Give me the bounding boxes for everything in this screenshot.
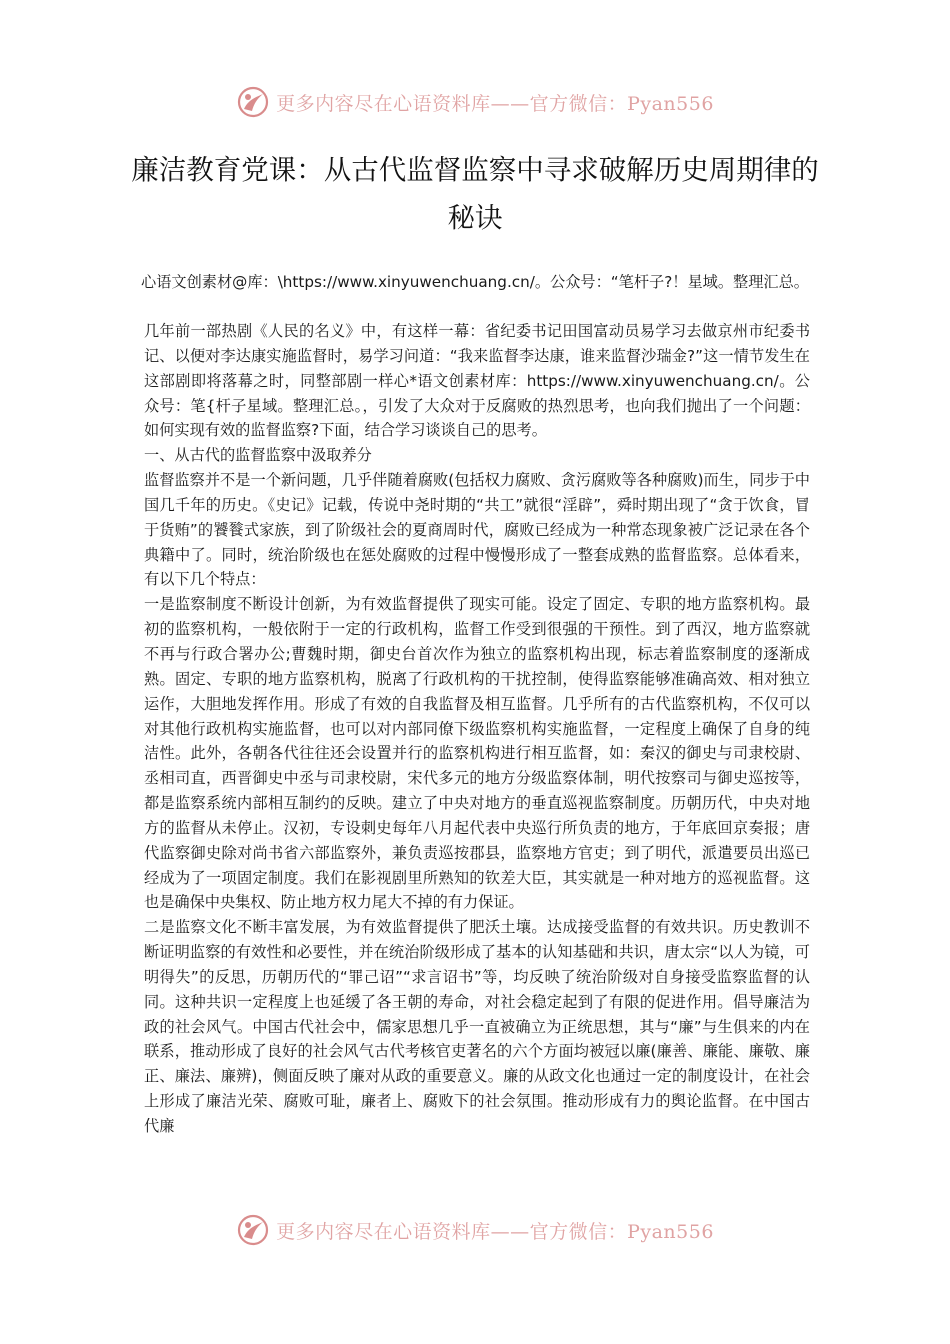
flame-circle-icon bbox=[236, 1213, 270, 1247]
section-heading: 一、从古代的监督监察中汲取养分 bbox=[144, 446, 372, 465]
banner-text: 更多内容尽在心语资料库——官方微信：Pyan556 bbox=[276, 1220, 714, 1243]
document-body bbox=[144, 319, 810, 1139]
body-paragraph: 监督监察并不是一个新问题，几乎伴随着腐败(包括权力腐败、贪污腐败等各种腐败)而生，同步于中国几千年的历史。《史记》记载，传说中尧时期的“共工”就很“淫辟”，舜时期出现了“贪于饮食，冒于货贿”的饕餮式家族，到了阶级社会的夏商周时代，腐败已经成为一种常态现象被广泛记录在各个典籍中了。同时，统治阶级也在惩处腐败的过程中慢慢形成了一整套成熟的监督监察。总体看来，有以下几个特点： bbox=[144, 471, 810, 589]
flame-circle-icon bbox=[236, 85, 270, 119]
body-paragraph: 一是监察制度不断设计创新，为有效监督提供了现实可能。设定了固定、专职的地方监察机构。最初的监察机构，一般依附于一定的行政机构，监督工作受到很强的干预性。到了西汉，地方监察就不再与行政合署办公;曹魏时期，御史台首次作为独立的监察机构出现，标志着监察制度的逐渐成熟。固定、专职的地方监察机构，脱离了行政机构的干扰控制，使得监察能够准确高效、相对独立运作，大胆地发挥作用。形成了有效的自我监督及相互监督。几乎所有的古代监察机构，不仅可以对其他行政机构实施监督，也可以对内部同僚下级监察机构实施监督，一定程度上确保了自身的纯洁性。此外，各朝各代往往还会设置并行的监察机构进行相互监督，如：秦汉的御史与司隶校尉、丞相司直，西晋御史中丞与司隶校尉，宋代多元的地方分级监察体制，明代按察司与御史巡按等，都是监察系统内部相互制约的反映。建立了中央对地方的垂直巡视监察制度。历朝历代，中央对地方的监督从未停止。汉初，专设刺史每年八月起代表中央巡行所负责的地方，于年底回京奏报；唐代监察御史除对尚书省六部监察外，兼负责巡按郡县，监察地方官吏；到了明代，派遣要员出巡已经成为了一项固定制度。我们在影视剧里所熟知的钦差大臣，其实就是一种对地方的巡视监督。这也是确保中央集权、防止地方权力尾大不掉的有力保证。 bbox=[144, 595, 810, 912]
footer-banner bbox=[0, 1210, 950, 1250]
body-paragraph: 二是监察文化不断丰富发展，为有效监督提供了肥沃土壤。达成接受监督的有效共识。历史教训不断证明监察的有效性和必要性，并在统治阶级形成了基本的认知基础和共识，唐太宗“以人为镜，可明得失”的反思，历朝历代的“罪己诏”“求言诏书”等，均反映了统治阶级对自身接受监察监督的认同。这种共识一定程度上也延缓了各王朝的寿命，对社会稳定起到了有限的促进作用。倡导廉洁为政的社会风气。中国古代社会中，儒家思想几乎一直被确立为正统思想，其与“廉”与生俱来的内在联系，推动形成了良好的社会风气古代考核官吏著名的六个方面均被冠以廉(廉善、廉能、廉敬、廉正、廉法、廉辨)，侧面反映了廉对从政的重要意义。廉的从政文化也通过一定的制度设计，在社会上形成了廉洁光荣、腐败可耻，廉者上、腐败下的社会氛围。推动形成有力的舆论监督。在中国古代廉 bbox=[144, 918, 810, 1135]
source-line: 心语文创素材@库：\https://www.xinyuwenchuang.cn/。公众号：“笔杆子?！星域。整理汇总。 bbox=[141, 273, 809, 291]
header-banner bbox=[0, 82, 950, 122]
banner-text: 更多内容尽在心语资料库——官方微信：Pyan556 bbox=[276, 92, 714, 115]
intro-paragraph: 几年前一部热剧《人民的名义》中，有这样一幕：省纪委书记田国富动员易学习去做京州市纪委书记、以便对李达康实施监督时，易学习问道：“我来监督李达康，谁来监督沙瑞金?”这一情节发生在这部剧即将落幕之时，同整部剧一样心*语文创素材库：https://www.xinyuwenchuang.cn/。公众号：笔{杆子星域。整理汇总。，引发了大众对于反腐败的热烈思考，也向我们抛出了一个问题：如何实现有效的监督监察?下面，结合学习谈谈自己的思考。 bbox=[144, 322, 810, 440]
document-title: 廉洁教育党课：从古代监督监察中寻求破解历史周期律的秘诀 bbox=[131, 154, 819, 234]
